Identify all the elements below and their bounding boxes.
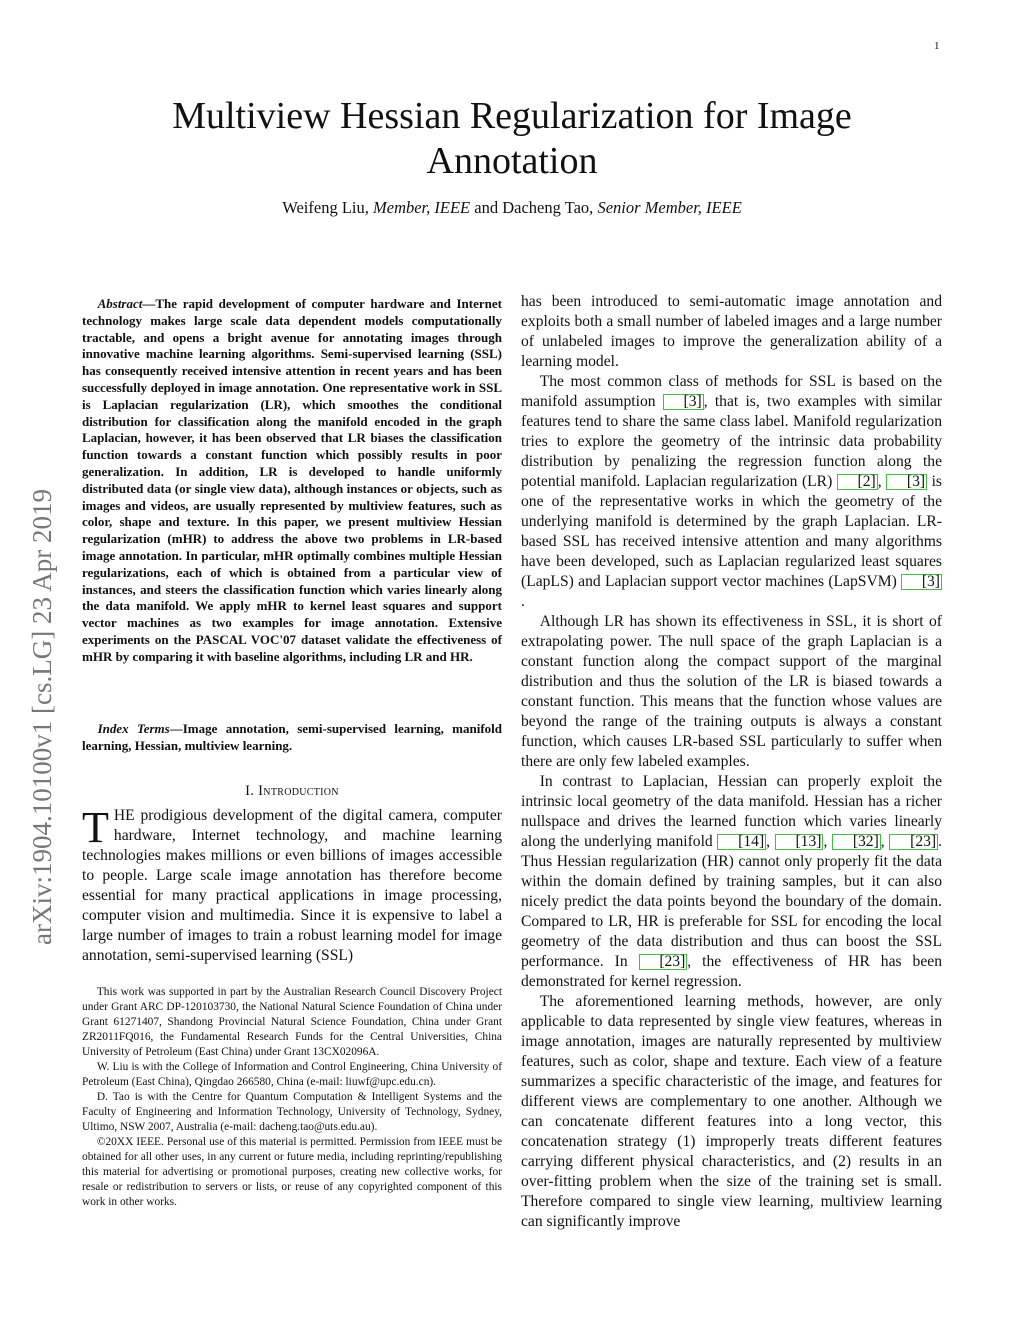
index-terms [82, 721, 502, 755]
intro-paragraph [82, 803, 502, 966]
section-heading [82, 783, 502, 800]
author-1-name: Weifeng Liu, [282, 198, 369, 217]
right-paragraph-4: The aforementioned learning methods, however, are only applicable to data represented by single view features, whereas in image annotation, images are naturally represented by multiview features, such as color, shape and texture. Each view of a feature summarizes a specific characteristic of the image, and features for different views are complementary to one another. Although we can concatenate different features into a long vector, this concatenation strategy (1) improperly treats different features carrying different physical characteristics, and (2) results in an over-fitting problem when the size of the training set is small. Therefore compared to single view learning, multiview learning can significantly improve [521, 993, 942, 1230]
citation-link[interactable]: [2] [837, 474, 878, 490]
citation-link[interactable]: [3] [886, 474, 927, 490]
citation-link[interactable]: [32] [832, 834, 881, 850]
citation-link[interactable]: [14] [717, 834, 766, 850]
right-paragraph-1: The most common class of methods for SSL is based on the manifold assumption [3] , that is, two examples with similar features tend to share the same class label. Manifold regularization tries to explore the geometry of the intrinsic data probability distribution by penalizing the regression function along the potential manifold. Laplacian regularization (LR) [2] , [3] is one of the representative works in which the geometry of the underlying manifold is determined by the graph Laplacian. LR-based SSL has received intensive attention and many algorithms have been developed, such as Laplacian regularized least squares (LapLS) and Laplacian support vector machines (LapSVM) [3]. [521, 373, 942, 610]
abstract-text: The rapid development of computer hardware and Internet technology makes large scale data dependent models computationally tractable, and opens a bright avenue for annotating images through innovative machine learning algorithms. Semi-supervised learning (SSL) has consequently received intensive attention in recent years and has been successfully deployed in image annotation. One representative work in SSL is Laplacian regularization (LR), which smoothes the conditional distribution for classification along the manifold encoded in the graph Laplacian, however, it has been observed that LR biases the classification function towards a constant function which possibly results in poor generalization. In addition, LR is developed to handle uniformly distributed data (or single view data), although instances or objects, such as images and videos, are usually represented by multiview features, such as color, shape and texture. In this paper, we present multiview Hessian regularization (mHR) to address the above two problems in LR-based image annotation. In particular, mHR optimally combines multiple Hessian regularizations, each of which is obtained from a particular view of instances, and steers the classification function which varies linearly along the data manifold. We apply mHR to kernel least squares and support vector machines as two examples for image annotation. Extensive experiments on the PASCAL VOC'07 dataset validate the effectiveness of mHR by comparing it with baseline algorithms, including LR and HR. [82, 296, 502, 664]
citation-link[interactable]: [13] [775, 834, 824, 850]
footnote-author-1: W. Liu is with the College of Information and Control Engineering, China University of Petroleum (East China), Qingdao 266580, China (e-mail: liuwf@upc.edu.cn). [82, 1061, 502, 1088]
paper-title: Multiview Hessian Regularization for Image Annotation [172, 95, 852, 182]
dropcap-letter: T [82, 803, 109, 852]
footnotes [82, 985, 502, 1210]
author-line [100, 198, 924, 218]
citation-link[interactable]: [3] [901, 574, 942, 590]
right-paragraph-3: In contrast to Laplacian, Hessian can properly exploit the intrinsic local geometry of the data manifold. Hessian has a richer nullspace and drives the learned function which varies linearly along the underlying manifold [14] , [13] , [32] , [23] . Thus Hessian regularization (HR) cannot only properly fit the data within the domain defined by training samples, but it can also nicely predict the data points beyond the boundary of the domain. Compared to LR, HR is preferable for SSL for encoding the local geometry of the data distribution and thus can boost the SSL performance. In [23] , the effectiveness of HR has been demonstrated for kernel regression. [521, 773, 943, 990]
author-and: and [474, 198, 499, 217]
citation-link[interactable]: [3] [663, 394, 704, 410]
author-1-role: Member, IEEE [373, 198, 471, 217]
section-title: Introduction [258, 783, 339, 799]
author-2-name: Dacheng Tao, [502, 198, 594, 217]
intro-text: HE prodigious development of the digital camera, computer hardware, Internet technology, and machine learning technologies makes millions or even billions of images accessible to people. Large scale image annotation has therefore become essential for many practical applications in image processing, computer vision and multimedia. Since it is expensive to label a large number of images to train a robust learning model for image annotation, semi-supervised learning (SSL) [82, 807, 502, 964]
section-number: I. [245, 783, 255, 799]
footnote-author-2: D. Tao is with the Centre for Quantum Computation & Intelligent Systems and the Faculty of Engineering and Information Technology, University of Technology, Sydney, Ultimo, NSW 2007, Australia (e-mail: dacheng.tao@uts.edu.au). [82, 1091, 502, 1133]
right-column [521, 292, 942, 1232]
citation-link[interactable]: [23] [639, 954, 688, 970]
index-terms-lead: Index Terms— [97, 721, 183, 736]
abstract-lead: Abstract— [97, 296, 156, 311]
footnote-copyright: ©20XX IEEE. Personal use of this material is permitted. Permission from IEEE must be obtained for all other uses, in any current or future media, including reprinting/republishing this material for advertising or promotional purposes, creating new collective works, for resale or redistribution to servers or lists, or reuse of any copyrighted component of this work in other works. [82, 1136, 502, 1208]
abstract [82, 296, 502, 666]
author-2-role: Senior Member, IEEE [597, 198, 742, 217]
right-paragraph-0: has been introduced to semi-automatic image annotation and exploits both a small number of labeled images and a large number of unlabeled images to improve the generalization ability of a learning model. [521, 293, 942, 370]
page-number: 1 [934, 40, 940, 52]
citation-link[interactable]: [23] [889, 834, 938, 850]
right-paragraph-2: Although LR has shown its effectiveness in SSL, it is short of extrapolating power. The null space of the graph Laplacian is a constant function along the compact support of the marginal distribution and thus the solution of the LR is biased towards a constant function. This means that the function whose values are beyond the range of the training outputs is always a constant function, which causes LR-based SSL particularly to suffer when there are only few labeled examples. [521, 613, 942, 770]
footnote-funding: This work was supported in part by the Australian Research Council Discovery Project under Grant ARC DP-120103730, the National Natural Science Foundation of China under Grant 61271407, Shandong Provincial Natural Science Foundation, China under Grant ZR2011FQ016, the Fundamental Research Funds for the Central Universities, China University of Petroleum (East China) under Grant 13CX02096A. [82, 986, 502, 1058]
arxiv-stamp[interactable]: arXiv:1904.10100v1 [cs.LG] 23 Apr 2019 [27, 489, 57, 945]
index-terms-text: Image annotation, semi-supervised learning, manifold learning, Hessian, multiview learning. [82, 721, 502, 753]
